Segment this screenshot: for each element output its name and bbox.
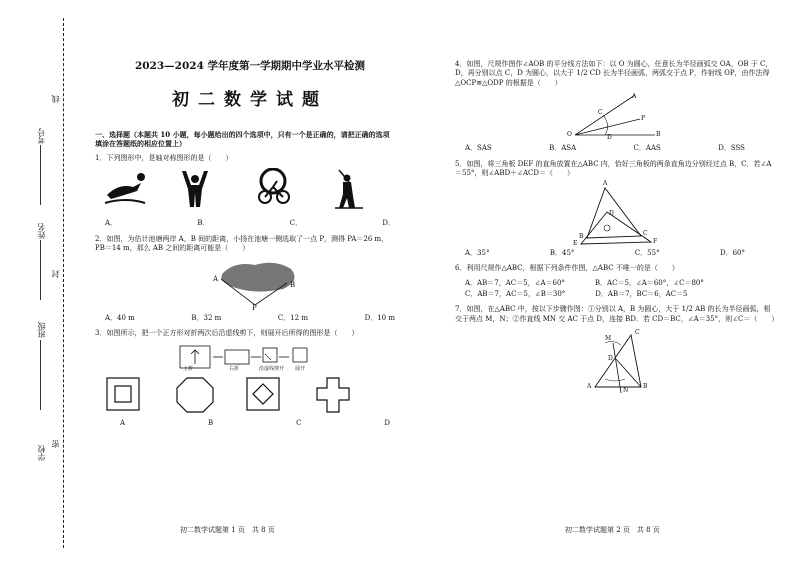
q5-figure — [455, 179, 775, 247]
q6-option-b[interactable]: B．AC＝5，∠A＝60°，∠C＝80° — [594, 278, 704, 287]
q3-step-3: 沿虚线剪开 — [259, 365, 285, 372]
left-column — [95, 130, 395, 434]
q1-figure-b — [182, 171, 208, 207]
q4-label-a: A — [632, 93, 637, 101]
binding-line-char: 线 — [51, 95, 60, 103]
q4-label-o: O — [567, 131, 572, 139]
q1-option-c[interactable]: C． — [289, 219, 303, 228]
footer-right: 初二数学试题第 2 页 共 8 页 — [565, 526, 660, 534]
q4-option-d[interactable]: D．SSS — [718, 144, 745, 153]
q6-options-row1 — [465, 279, 775, 288]
binding-banji: 班级 — [37, 322, 46, 338]
q2-option-b[interactable]: B．32 m — [191, 313, 222, 322]
q4-figure — [455, 93, 775, 141]
q4-label-d: D — [607, 134, 612, 142]
xingming-fill-line — [40, 240, 41, 300]
q3-step-2: 右折 — [229, 365, 240, 372]
q5-label-e: E — [573, 239, 578, 247]
q5-option-c[interactable]: C．55° — [634, 248, 660, 257]
q1-options — [105, 219, 395, 228]
q3-shape-b — [177, 378, 213, 412]
q1-figure-d — [335, 170, 363, 208]
section1-heading: 一、选择题（本题共 10 小题，每小题给出的四个选项中，只有一个是正确的，请把正确的选项填涂在答题纸的相应位置上） — [95, 130, 390, 149]
subject-title: 初二数学试题 — [172, 90, 328, 110]
q4-label-c: C — [598, 109, 603, 117]
q7-label-c: C — [635, 329, 640, 337]
q2-option-a[interactable]: A．40 m — [105, 313, 135, 322]
binding-xingming: 姓名 — [37, 223, 46, 239]
binding-kaohao: 考号 — [37, 128, 46, 144]
q7-label-a: A — [587, 383, 592, 391]
footer-left: 初二数学试题第 1 页 共 8 页 — [180, 526, 275, 534]
q3-option-c[interactable]: C — [296, 418, 302, 427]
q5-options — [465, 249, 745, 258]
q2-label-p: P — [252, 303, 257, 312]
q5-text: 5．如图，将三角板 DEF 的直角放置在△ABC 内，恰好三角板的两条直角边分别经过点 B，C．若∠A＝55°，则∠ABD＋∠ACD＝（ ） — [455, 159, 772, 178]
q7-label-n: N — [623, 387, 629, 395]
q7-label-b: B — [643, 383, 648, 391]
banji-fill-line — [40, 340, 41, 410]
q4-label-b: B — [656, 131, 661, 139]
q7-text: 7．如图，在△ABC 中，按以下步骤作图：①分别以 A，B 为圆心，大于 1/2 AB 的长为半径画弧，相交于两点 M，N；②作直线 MN 交 AC 于点 D，连接 BD．若 CD＝BC，∠A＝35°，则∠C＝（ ） — [455, 305, 779, 323]
q5-label-a: A — [603, 179, 608, 187]
q1-figure-a — [105, 173, 145, 203]
binding-xuexiao: 学校 — [37, 445, 46, 461]
q1-option-a[interactable]: A． — [105, 219, 118, 228]
q2-option-c[interactable]: C．12 m — [277, 313, 309, 322]
q2-option-d[interactable]: D．10 m — [364, 313, 395, 322]
q2-text: 2．如图，为估计池塘两岸 A，B 间的距离，小扬在池塘一侧选取了一点 P，测得 PA＝26 m，PB＝14 m，那么 AB 之间的距离可能是（ ） — [95, 234, 389, 253]
q1-figures — [95, 168, 385, 216]
q3-shape-a — [107, 378, 139, 410]
exam-title: 2023—2024 学年度第一学期期中学业水平检测 — [134, 60, 366, 72]
q2-label-b: B — [290, 280, 296, 289]
q3-answer-shapes — [95, 374, 385, 416]
q3-option-a[interactable]: A — [120, 418, 126, 427]
kaohao-fill-line — [40, 145, 41, 205]
q1-figure-c — [259, 169, 289, 203]
q6-options-row2 — [465, 290, 775, 299]
q3-step-1: 上折 — [183, 365, 194, 372]
q7-figure — [455, 329, 775, 395]
binding-seal-char: 封 — [51, 270, 60, 278]
q3-step-4: 展开 — [295, 365, 306, 372]
q2-figure — [95, 259, 395, 311]
right-column — [455, 60, 779, 395]
q6-option-d[interactable]: D．AB＝7，BC＝6，AC＝5 — [595, 289, 688, 298]
q4-text: 4．如图，尺规作图作∠AOB 的平分线方法如下：以 O 为圆心，任意长为半径画弧交 OA，OB 于 C，D，再分别以点 C，D 为圆心，以大于 1/2 CD 长为半径画弧，两弧交于点 P，作射线 OP，由作法得△OCP≌△ODP 的根据是（ ） — [455, 60, 773, 87]
q3-text: 3．如图所示，把一个正方形对折两次后沿虚线剪下，则展开后所得的图形是（ ） — [95, 329, 359, 338]
q5-label-d: D — [609, 209, 614, 217]
q3-option-b[interactable]: B — [207, 418, 214, 427]
binding-margin — [0, 0, 70, 562]
q5-option-b[interactable]: B．45° — [549, 248, 575, 257]
q3-options — [120, 419, 390, 428]
q5-label-f: F — [653, 237, 658, 245]
q4-option-c[interactable]: C．AAS — [633, 144, 661, 153]
q2-options — [105, 314, 395, 323]
q7-label-m: M — [605, 335, 612, 343]
q3-shape-c — [247, 378, 279, 410]
binding-secret-char: 密 — [51, 440, 60, 448]
q3-fold-steps — [95, 344, 395, 374]
q5-label-c: C — [643, 229, 648, 237]
q4-option-b[interactable]: B．ASA — [549, 144, 577, 153]
q6-option-c[interactable]: C．AB＝7，AC＝5，∠B＝30° — [465, 289, 566, 298]
q5-option-a[interactable]: A．35° — [465, 248, 490, 257]
binding-dashed-line — [63, 18, 64, 548]
q3-shape-d — [317, 378, 349, 412]
q5-option-d[interactable]: D．60° — [719, 248, 745, 257]
q3-option-d[interactable]: D — [384, 418, 390, 427]
q4-label-p: P — [641, 115, 646, 123]
q1-text: 1．下列图形中，是轴对称图形的是（ ） — [95, 153, 233, 162]
q6-option-a[interactable]: A．AB＝7，AC＝5，∠A＝60° — [465, 278, 565, 287]
q2-label-a: A — [213, 274, 219, 283]
q5-label-b: B — [579, 232, 584, 240]
q7-label-d: D — [608, 355, 613, 363]
q4-options — [465, 144, 745, 153]
q6-text: 6．利用尺规作△ABC，根据下列条件作图，△ABC 不唯一的是（ ） — [455, 264, 679, 273]
q4-option-a[interactable]: A．SAS — [465, 144, 492, 153]
q1-option-d[interactable]: D． — [382, 219, 395, 228]
q1-option-b[interactable]: B． — [197, 219, 210, 228]
